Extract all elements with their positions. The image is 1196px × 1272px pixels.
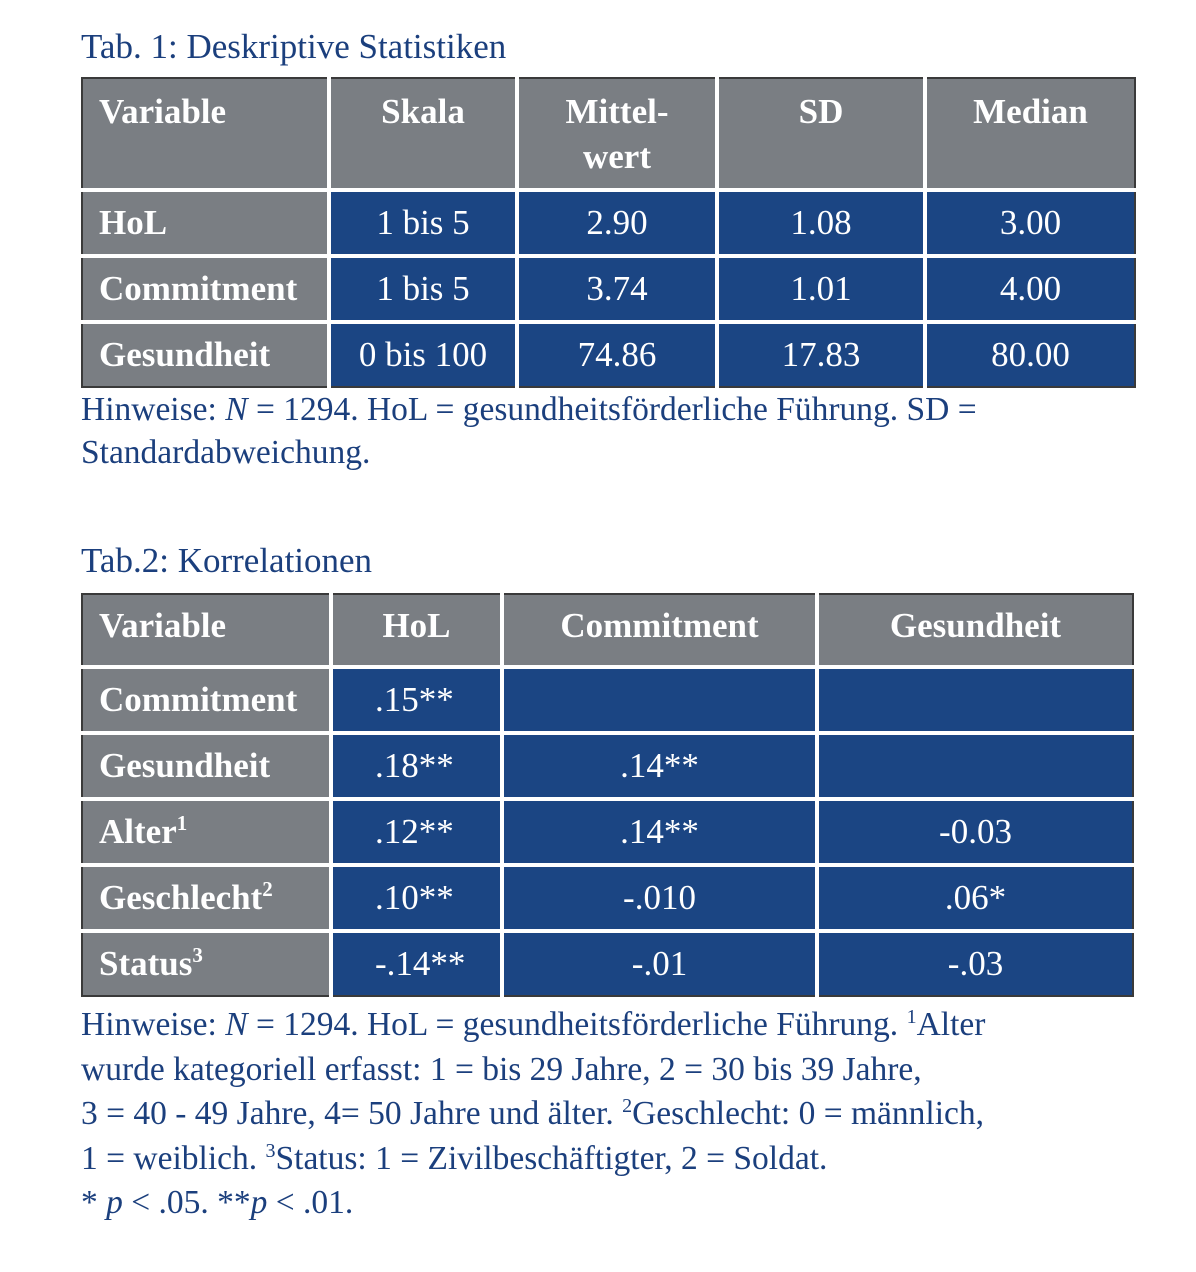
cell-hol: .10** — [331, 865, 502, 931]
table-row — [82, 865, 1133, 931]
cell-gesundheit — [817, 733, 1133, 799]
cell-skala: 1 bis 5 — [329, 256, 517, 322]
header-mittelwert-line2: wert — [582, 137, 651, 176]
header-variable: Variable — [82, 78, 329, 190]
row-label-text: Alter — [99, 812, 177, 851]
row-label-footnote: 1 — [176, 811, 188, 835]
table2-title: Tab.2: Korrelationen — [81, 541, 373, 580]
cell-commitment: .14** — [502, 799, 817, 865]
row-label-text: Gesundheit — [99, 746, 271, 785]
table1-note — [81, 388, 977, 474]
table-row — [82, 931, 1133, 996]
cell-hol: -.14** — [331, 931, 502, 996]
header-skala: Skala — [329, 78, 517, 190]
note-line4a: 1 = weiblich. — [81, 1139, 266, 1177]
row-label-text: Status — [99, 944, 193, 983]
note-p-symbol: p — [106, 1184, 123, 1221]
footnote-mark-2: 2 — [622, 1095, 633, 1117]
note-line5c: < .01. — [267, 1184, 354, 1221]
cell-median: 4.00 — [925, 256, 1135, 322]
row-label — [82, 799, 331, 865]
header-hol: HoL — [331, 594, 502, 667]
cell-hol: .12** — [331, 799, 502, 865]
row-label-footnote: 3 — [192, 943, 203, 967]
header-mittelwert — [517, 78, 717, 190]
cell-hol: .15** — [331, 667, 502, 733]
note-line3b: Geschlecht: 0 = männlich, — [632, 1095, 985, 1132]
cell-commitment: -.01 — [502, 931, 817, 996]
table-row — [82, 799, 1133, 865]
cell-commitment: .14** — [502, 733, 817, 799]
row-label: Commitment — [82, 256, 329, 322]
footnote-mark-1: 1 — [906, 1006, 917, 1028]
note-line1-end: Alter — [916, 1006, 986, 1043]
cell-median: 3.00 — [925, 190, 1135, 256]
note-line2: Standardabweichung. — [81, 434, 371, 471]
row-label — [82, 865, 331, 931]
row-label-text: Commitment — [99, 680, 298, 719]
row-label-footnote: 2 — [262, 877, 273, 901]
cell-commitment: -.010 — [502, 865, 817, 931]
cell-gesundheit — [817, 667, 1133, 733]
row-label-text: Geschlecht — [99, 878, 263, 917]
note-n-symbol: N — [225, 1006, 248, 1043]
header-variable: Variable — [82, 594, 331, 667]
descriptive-statistics-table — [81, 77, 1136, 388]
table-header-row — [82, 594, 1133, 667]
note-prefix: Hinweise: — [81, 391, 226, 428]
note-prefix: Hinweise: — [81, 1006, 226, 1043]
cell-sd: 17.83 — [717, 322, 925, 387]
note-line5a: * — [81, 1184, 107, 1221]
table-row — [82, 667, 1133, 733]
note-line3a: 3 = 40 - 49 Jahre, 4= 50 Jahre und älter. — [81, 1095, 623, 1132]
table1-title: Tab. 1: Deskriptive Statistiken — [81, 27, 507, 66]
cell-commitment — [502, 667, 817, 733]
cell-skala: 0 bis 100 — [329, 322, 517, 387]
cell-median: 80.00 — [925, 322, 1135, 387]
footnote-mark-3: 3 — [265, 1139, 276, 1162]
cell-mittelwert: 3.74 — [517, 256, 717, 322]
table-header-row — [82, 78, 1135, 190]
cell-mittelwert: 2.90 — [517, 190, 717, 256]
table-row — [82, 256, 1135, 322]
note-line1: = 1294. HoL = gesundheitsförderliche Führung. SD = — [247, 391, 977, 428]
header-gesundheit: Gesundheit — [817, 594, 1133, 667]
header-mittelwert-line1: Mittel- — [565, 92, 669, 131]
table-row — [82, 190, 1135, 256]
table-row — [82, 322, 1135, 387]
cell-hol: .18** — [331, 733, 502, 799]
header-commitment: Commitment — [502, 594, 817, 667]
cell-gesundheit: -.03 — [817, 931, 1133, 996]
table-row — [82, 733, 1133, 799]
header-median: Median — [925, 78, 1135, 190]
row-label — [82, 733, 331, 799]
cell-mittelwert: 74.86 — [517, 322, 717, 387]
table2-note — [81, 1003, 985, 1226]
note-line4b: Status: 1 = Zivilbeschäftigter, 2 = Soldat. — [275, 1139, 828, 1177]
note-line1: = 1294. HoL = gesundheitsförderliche Führung. — [247, 1006, 907, 1043]
row-label — [82, 931, 331, 996]
correlations-table — [81, 593, 1134, 997]
row-label: HoL — [82, 190, 329, 256]
cell-sd: 1.01 — [717, 256, 925, 322]
cell-gesundheit: -0.03 — [817, 799, 1133, 865]
row-label: Gesundheit — [82, 322, 329, 387]
note-n-symbol: N — [225, 391, 248, 428]
note-line5b: < .05. ** — [122, 1184, 251, 1221]
cell-gesundheit: .06* — [817, 865, 1133, 931]
cell-skala: 1 bis 5 — [329, 190, 517, 256]
cell-sd: 1.08 — [717, 190, 925, 256]
row-label — [82, 667, 331, 733]
note-line2: wurde kategoriell erfasst: 1 = bis 29 Jahre, 2 = 30 bis 39 Jahre, — [81, 1050, 922, 1088]
header-sd: SD — [717, 78, 925, 190]
note-p-symbol: p — [250, 1184, 268, 1221]
